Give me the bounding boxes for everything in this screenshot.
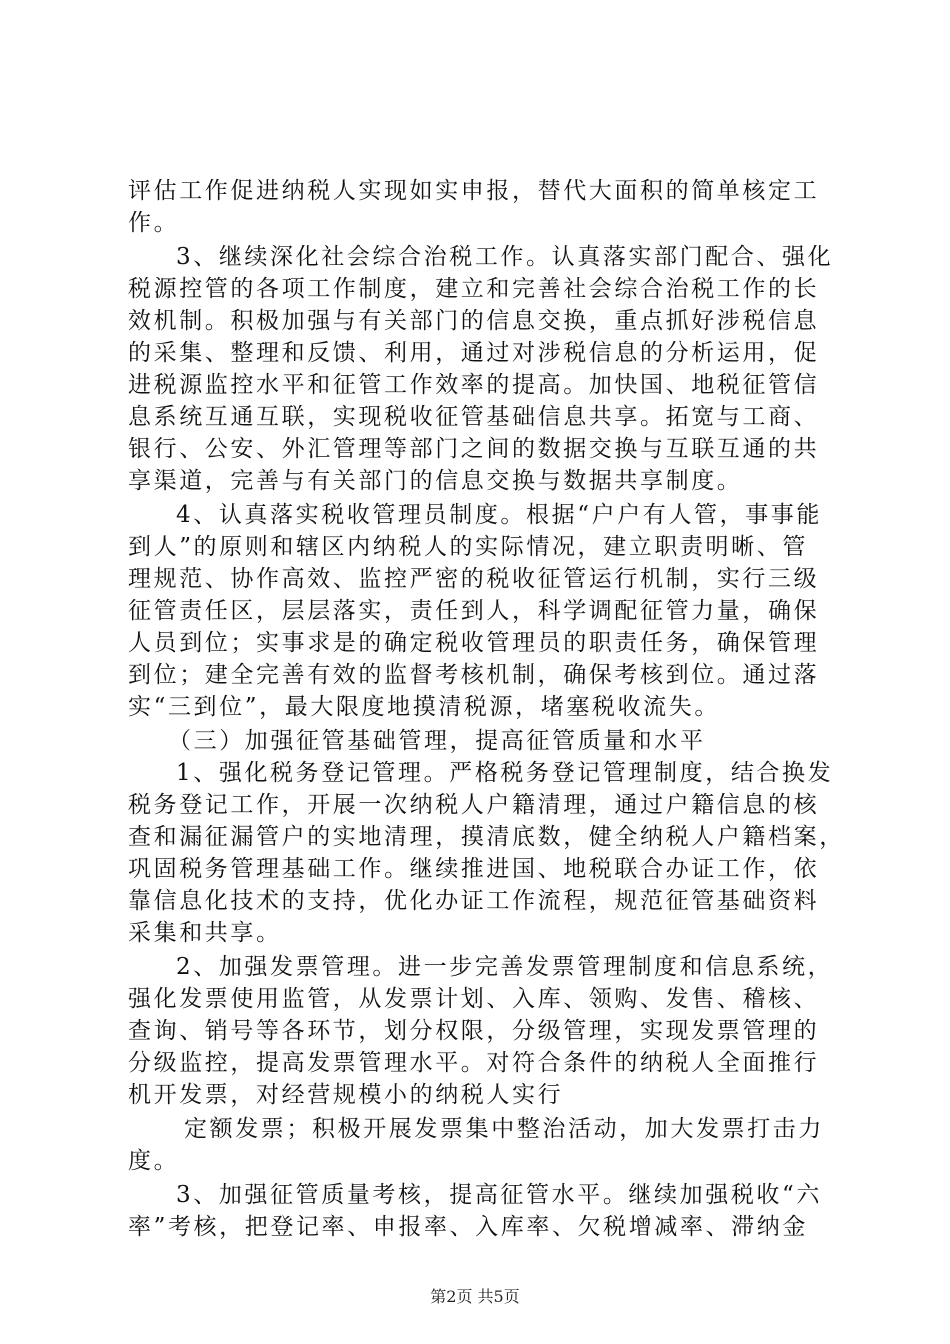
text-line: 2、加强发票管理。进一步完善发票管理制度和信息系统，	[176, 954, 834, 980]
text-line: 分级监控，提高发票管理水平。对符合条件的纳税人全面推行	[128, 1050, 820, 1076]
text-line: 机开发票，对经营规模小的纳税人实行	[128, 1082, 564, 1108]
text-line: 1、强化税务登记管理。严格税务登记管理制度，结合换发	[176, 760, 834, 786]
text-line: 评估工作促进纳税人实现如实申报，替代大面积的简单核定工	[128, 178, 820, 204]
text-line: 到位；建全完善有效的监督考核机制，确保考核到位。通过落	[128, 662, 820, 688]
text-line: 定额发票；积极开展发票集中整治活动，加大发票打击力	[184, 1116, 824, 1142]
text-line: 进税源监控水平和征管工作效率的提高。加快国、地税征管信	[128, 372, 820, 398]
text-line: 征管责任区，层层落实，责任到人，科学调配征管力量，确保	[128, 598, 820, 624]
text-line: 4、认真落实税收管理员制度。根据“户户有人管，事事能	[176, 502, 822, 528]
text-line: 人员到位；实事求是的确定税收管理员的职责任务，确保管理	[128, 630, 820, 656]
text-line: 理规范、协作高效、监控严密的税收征管运行机制，实行三级	[128, 566, 820, 592]
text-line: 实“三到位”，最大限度地摸清税源，堵塞税收流失。	[128, 694, 720, 720]
text-line: 息系统互通互联，实现税收征管基础信息共享。拓宽与工商、	[128, 404, 820, 430]
section-heading: （三）加强征管基础管理，提高征管质量和水平	[168, 728, 706, 754]
text-line: 强化发票使用监管，从发票计划、入库、领购、发售、稽核、	[128, 986, 820, 1012]
page-number-footer: 第2页 共5页	[430, 1287, 520, 1306]
text-line: 率”考核，把登记率、申报率、入库率、欠税增减率、滞纳金	[128, 1214, 808, 1240]
text-line: 度。	[128, 1148, 180, 1174]
text-line: 3、加强征管质量考核，提高征管水平。继续加强税收“六	[176, 1182, 822, 1208]
text-line: 靠信息化技术的支持，优化办证工作流程，规范征管基础资料	[128, 888, 820, 914]
text-line: 税务登记工作，开展一次纳税人户籍清理，通过户籍信息的核	[128, 792, 820, 818]
text-line: 税源控管的各项工作制度，建立和完善社会综合治税工作的长	[128, 276, 820, 302]
text-line: 查和漏征漏管户的实地清理，摸清底数，健全纳税人户籍档案，	[128, 824, 845, 850]
text-line: 3、继续深化社会综合治税工作。认真落实部门配合、强化	[176, 244, 834, 270]
text-line: 银行、公安、外汇管理等部门之间的数据交换与互联互通的共	[128, 436, 820, 462]
text-line: 享渠道，完善与有关部门的信息交换与数据共享制度。	[128, 468, 743, 494]
text-line: 作。	[128, 210, 180, 236]
text-line: 采集和共享。	[128, 920, 282, 946]
text-line: 的采集、整理和反馈、利用，通过对涉税信息的分析运用，促	[128, 340, 820, 366]
text-line: 查询、销号等各环节，划分权限，分级管理，实现发票管理的	[128, 1018, 820, 1044]
text-line: 到人”的原则和辖区内纳税人的实际情况，建立职责明晰、管	[128, 534, 808, 560]
text-line: 效机制。积极加强与有关部门的信息交换，重点抓好涉税信息	[128, 308, 820, 334]
text-line: 巩固税务管理基础工作。继续推进国、地税联合办证工作，依	[128, 856, 820, 882]
